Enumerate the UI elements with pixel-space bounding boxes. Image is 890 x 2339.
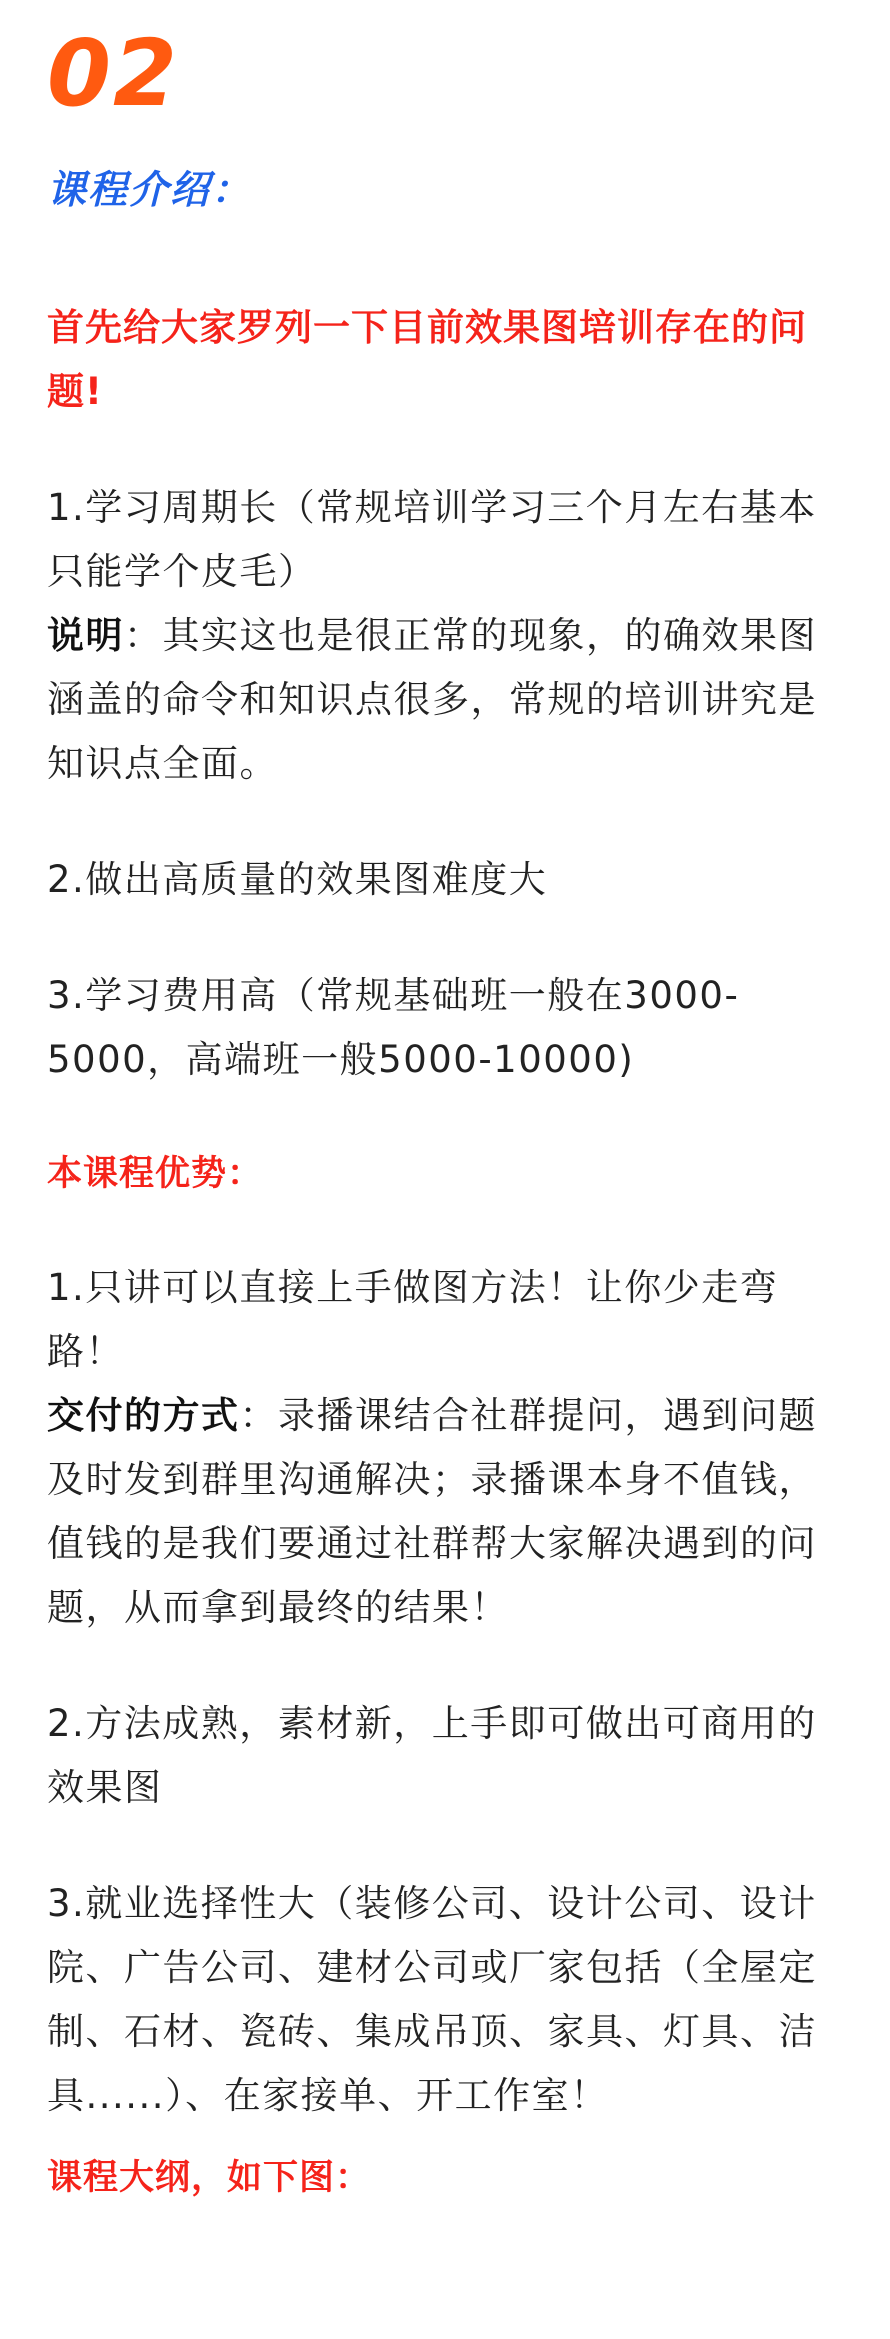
advantage-item-2 [47, 1692, 853, 1820]
problem-item-3 [47, 964, 853, 1092]
problem-3-text: 3.学习费用高（常规基础班一般在3000-5000，高端班一般5000-10000) [47, 974, 740, 1081]
advantages-heading: 本课程优势： [47, 1154, 264, 1194]
advantage-item-3 [47, 1872, 853, 2128]
problem-1-note [47, 604, 853, 796]
article-body [47, 20, 853, 2208]
outline-heading: 课程大纲，如下图： [47, 2158, 372, 2198]
problem-2-text: 2.做出高质量的效果图难度大 [47, 858, 548, 901]
advantage-2-text: 2.方法成熟，素材新，上手即可做出可商用的效果图 [47, 1702, 817, 1809]
advantage-1-note [47, 1384, 853, 1640]
section-number: 02 [47, 20, 180, 127]
advantage-1-note-text: ：录播课结合社群提问，遇到问题及时发到群里沟通解决；录播课本身不值钱，值钱的是我们要通过社群帮大家解决遇到的问题，从而拿到最终的结果！ [47, 1394, 817, 1629]
advantage-3-text: 3.就业选择性大（装修公司、设计公司、设计院、广告公司、建材公司或厂家包括（全屋定制、石材、瓷砖、集成吊顶、家具、灯具、洁具......）、在家接单、开工作室！ [47, 1882, 817, 2117]
advantage-item-1 [47, 1256, 853, 1640]
advantage-1-note-label: 交付的方式 [47, 1394, 240, 1437]
problem-item-1 [47, 476, 853, 796]
problem-1-note-text: ：其实这也是很正常的现象，的确效果图涵盖的命令和知识点很多，常规的培训讲究是知识点全面。 [47, 614, 817, 785]
problem-1-note-label: 说明 [47, 614, 124, 657]
problem-item-2 [47, 848, 853, 912]
advantage-1-text: 1.只讲可以直接上手做图方法！让你少走弯路！ [47, 1266, 779, 1373]
problems-intro: 首先给大家罗列一下目前效果图培训存在的问题! [47, 306, 807, 413]
course-intro-heading: 课程介绍： [47, 168, 253, 213]
problem-1-text: 1.学习周期长（常规培训学习三个月左右基本只能学个皮毛） [47, 486, 817, 593]
